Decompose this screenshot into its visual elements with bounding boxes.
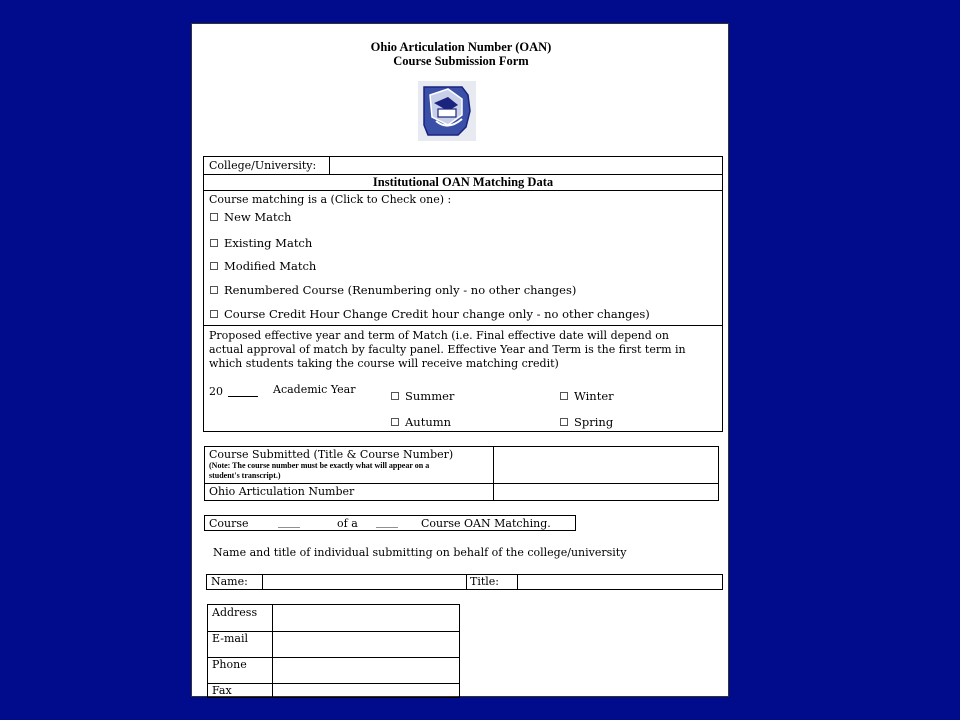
checkbox-icon[interactable] — [210, 239, 218, 247]
submitter-text: Name and title of individual submitting on behalf of the college/university — [213, 546, 627, 559]
form-subtitle: Course Submission Form — [393, 54, 529, 68]
effective-text-3: which students taking the course will receive matching credit) — [209, 357, 559, 370]
option-existing-match[interactable]: Existing Match — [210, 236, 312, 250]
form-title: Ohio Articulation Number (OAN) — [370, 40, 552, 54]
checkbox-icon[interactable] — [210, 286, 218, 294]
course-oan-matching-text: Course OAN Matching. — [421, 517, 551, 530]
title-label: Title: — [470, 575, 500, 588]
fax-label: Fax — [212, 684, 232, 697]
course-count-row — [204, 515, 576, 531]
of-a-text: of a — [337, 517, 358, 530]
option-renumbered-course[interactable]: Renumbered Course (Renumbering only - no other changes) — [210, 283, 576, 297]
section-header: Institutional OAN Matching Data — [203, 174, 723, 191]
course-submitted-input[interactable] — [495, 447, 717, 482]
checkbox-icon[interactable] — [210, 213, 218, 221]
oan-input[interactable] — [495, 484, 717, 500]
email-label: E-mail — [212, 632, 248, 645]
oan-label: Ohio Articulation Number — [209, 485, 355, 498]
checkbox-icon[interactable] — [210, 310, 218, 318]
term-summer[interactable]: Summer — [391, 389, 454, 403]
course-submitted-label: Course Submitted (Title & Course Number) — [209, 448, 454, 461]
term-autumn[interactable]: Autumn — [391, 415, 451, 429]
course-word: Course — [209, 517, 249, 530]
checkbox-icon[interactable] — [391, 418, 399, 426]
effective-term-box — [203, 325, 723, 432]
name-input[interactable] — [264, 575, 464, 589]
college-row — [203, 156, 723, 175]
college-label: College/University: — [209, 159, 317, 172]
checkbox-icon[interactable] — [210, 262, 218, 270]
year-input[interactable] — [228, 396, 258, 397]
address-input[interactable] — [274, 605, 459, 630]
course-submitted-table — [204, 446, 719, 501]
fax-input[interactable] — [274, 684, 459, 697]
course-number-input[interactable]: ____ — [278, 515, 300, 528]
year-prefix: 20 — [209, 385, 223, 398]
name-title-row — [206, 574, 723, 590]
phone-input[interactable] — [274, 658, 459, 683]
effective-text-2: actual approval of match by faculty panel. Effective Year and Term is the first term in — [209, 343, 686, 356]
college-input[interactable] — [331, 157, 721, 174]
option-new-match[interactable]: New Match — [210, 210, 291, 224]
title-input[interactable] — [519, 575, 722, 589]
term-winter[interactable]: Winter — [560, 389, 614, 403]
matching-options-box — [203, 190, 723, 326]
option-credit-hour-change[interactable]: Course Credit Hour Change Credit hour change only - no other changes) — [210, 307, 650, 321]
name-label: Name: — [211, 575, 248, 588]
form-page — [191, 23, 729, 697]
checkbox-icon[interactable] — [560, 418, 568, 426]
course-number-note-1: (Note: The course number must be exactly what will appear on a — [209, 461, 430, 470]
email-input[interactable] — [274, 632, 459, 657]
address-label: Address — [212, 606, 258, 619]
matching-prompt: Course matching is a (Click to Check one) : — [209, 193, 452, 206]
checkbox-icon[interactable] — [560, 392, 568, 400]
checkbox-icon[interactable] — [391, 392, 399, 400]
option-modified-match[interactable]: Modified Match — [210, 259, 316, 273]
effective-text-1: Proposed effective year and term of Match (i.e. Final effective date will depend on — [209, 329, 669, 342]
course-number-note-2: student's transcript.) — [209, 471, 281, 480]
academic-year-label: Academic Year — [273, 383, 356, 396]
contact-table — [207, 604, 460, 698]
phone-label: Phone — [212, 658, 247, 671]
term-spring[interactable]: Spring — [560, 415, 613, 429]
course-total-input[interactable]: ____ — [376, 515, 398, 528]
oan-logo-icon — [418, 81, 476, 141]
